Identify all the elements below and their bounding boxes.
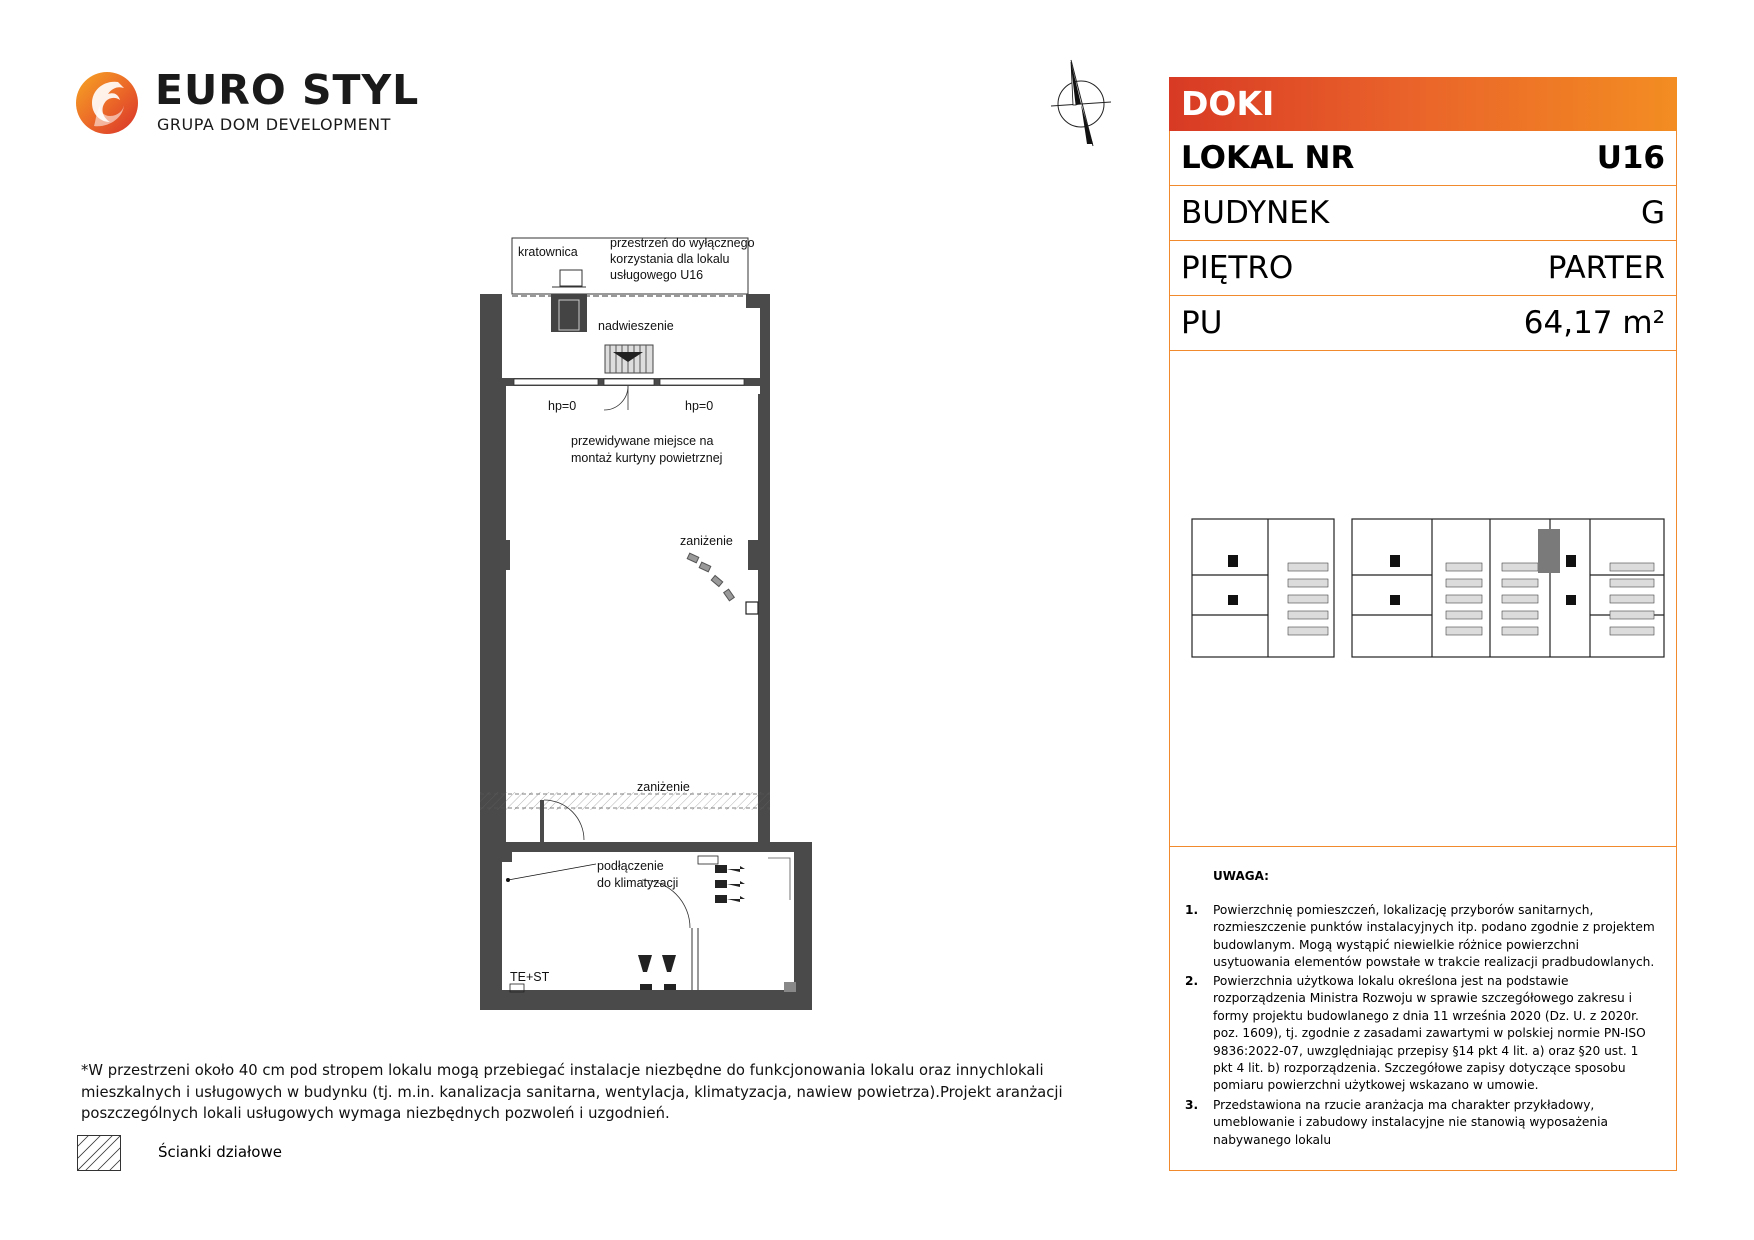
panel-header [1169,77,1677,131]
label-zanizenie-2: zaniżenie [637,780,690,794]
row-budynek-value: G [1640,195,1665,231]
row-pietro-value: PARTER [1547,250,1665,286]
label-te-st: TE+ST [510,970,550,984]
note-3-number: 3. [1185,1098,1199,1112]
note-1-text: Powierzchnię pomieszczeń, lokalizację przyborów sanitarnych, rozmieszczenie punktów instalacyjnych itp. podano zgodnie z projektem budowlanym. Mogą wystąpić niewielkie różnice powierzchni usytuowania elementów powstałe w trakcie realizacji pradbudowlanych. [1213,903,1655,970]
row-pu [1169,296,1677,351]
floor-plan [470,230,830,1010]
highlighted-unit [1538,529,1560,573]
row-budynek [1169,186,1677,241]
label-nadwieszenie: nadwieszenie [598,319,674,333]
row-lokal-key: LOKAL NR [1181,140,1355,176]
row-pietro [1169,241,1677,296]
note-1 [1185,902,1655,972]
hatched-square-icon [77,1135,121,1171]
label-space-3: usługowego U16 [610,268,704,282]
notes-title: UWAGA: [1213,869,1269,883]
north-arrow-icon [1045,58,1117,148]
note-1-number: 1. [1185,903,1199,917]
brand-name: EURO STYL [155,66,420,114]
label-space-2: korzystania dla lokalu [610,252,730,266]
label-space-1: przestrzeń do wyłącznego [610,236,755,250]
note-2-number: 2. [1185,974,1199,988]
brand-subtitle: GRUPA DOM DEVELOPMENT [157,115,391,134]
panel-divider [1169,846,1677,847]
row-pu-value: 64,17 m² [1523,305,1665,341]
note-2 [1185,973,1655,1095]
row-budynek-key: BUDYNEK [1181,195,1330,231]
label-clim-1: podłączenie [597,859,664,873]
label-hp-left: hp=0 [548,399,577,413]
building-key-plan [1190,515,1666,665]
label-kratownica: kratownica [518,245,578,259]
label-hp-right: hp=0 [685,399,714,413]
footnote: *W przestrzeni około 40 cm pod stropem lokalu mogą przebiegać instalacje niezbędne do funkcjonowania lokalu oraz innychlokali mieszkalnych i usługowych w budynku (tj. m.in. kanalizacja sanitarna, wentylacja, klimatyzacja, nawiew powietrza).Projekt aranżacji poszczególnych lokali usługowych wymaga niezbędnych pozwoleń i uzgodnień. [81,1062,1063,1122]
euro-styl-logo-icon [74,70,140,136]
note-2-text: Powierzchnia użytkowa lokalu określona jest na podstawie rozporządzenia Ministra Rozwoju w sprawie szczegółowego zakresu i formy projektu budowlanego z dnia 11 września 2020 (Dz. U. z 2020r. poz. 1609), tj. zgodnie z zasadami zawartymi w polskiej normie PN-ISO 9836:2022-07, uwzględniając przepisy §14 pkt 4 lit. a) oraz §20 ust. 1 pkt 4 lit. b) rozporządzenia. Szczegółowe zapisy dotyczące sposobu pomiaru powierzchni użytkowej wskazano w umowie. [1213,974,1646,1093]
row-pietro-key: PIĘTRO [1181,250,1294,286]
label-zanizenie-1: zaniżenie [680,534,733,548]
row-lokal [1169,131,1677,186]
project-name: DOKI [1181,84,1275,123]
note-3 [1185,1097,1655,1149]
label-clim-2: do klimatyzacji [597,876,679,890]
legend-label: Ścianki działowe [158,1143,282,1161]
row-lokal-value: U16 [1596,140,1665,176]
note-3-text: Przedstawiona na rzucie aranżacja ma charakter przykładowy, umeblowanie i zabudowy instalacyjne nie stanowią wyposażenia nabywanego lokalu [1213,1098,1609,1147]
label-curtain-2: montaż kurtyny powietrznej [571,451,723,465]
row-pu-key: PU [1181,305,1223,341]
label-curtain-1: przewidywane miejsce na [571,434,714,448]
